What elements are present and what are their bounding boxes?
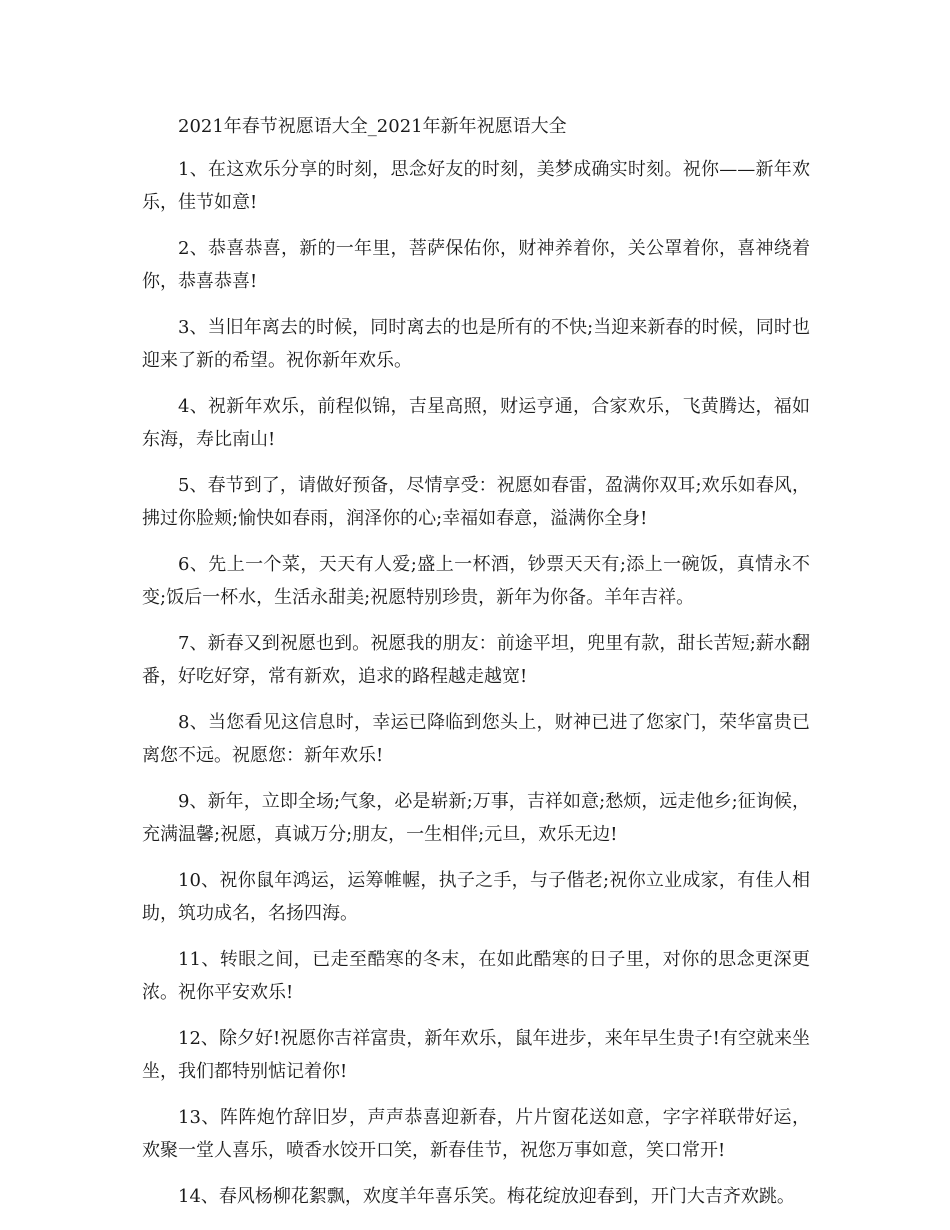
list-item: 7、新春又到祝愿也到。祝愿我的朋友：前途平坦，兜里有款，甜长苦短;薪水翻番，好吃好穿，常有新欢，追求的路程越走越宽!: [142, 633, 810, 687]
list-item: 12、除夕好!祝愿你吉祥富贵，新年欢乐，鼠年进步，来年早生贵子!有空就来坐坐，我们都特别惦记着你!: [142, 1028, 810, 1082]
list-item: 4、祝新年欢乐，前程似锦，吉星高照，财运亨通，合家欢乐，飞黄腾达，福如东海，寿比南山!: [142, 396, 810, 450]
list-item: 5、春节到了，请做好预备，尽情享受：祝愿如春雷，盈满你双耳;欢乐如春风，拂过你脸颊;愉快如春雨，润泽你的心;幸福如春意，溢满你全身!: [142, 475, 810, 529]
list-item: 2、恭喜恭喜，新的一年里，菩萨保佑你，财神养着你，关公罩着你，喜神绕着你，恭喜恭喜!: [142, 238, 810, 292]
list-item: 9、新年，立即全场;气象，必是崭新;万事，吉祥如意;愁烦，远走他乡;征询候，充满温馨;祝愿，真诚万分;朋友，一生相伴;元旦，欢乐无边!: [142, 791, 810, 845]
list-item: 8、当您看见这信息时，幸运已降临到您头上，财神已进了您家门，荣华富贵已离您不远。祝愿您：新年欢乐!: [142, 712, 810, 766]
list-item: 10、祝你鼠年鸿运，运筹帷幄，执子之手，与子偕老;祝你立业成家，有佳人相助，筑功成名，名扬四海。: [142, 870, 810, 924]
document-title: 2021年春节祝愿语大全_2021年新年祝愿语大全: [178, 116, 567, 137]
list-item: 11、转眼之间，已走至酷寒的冬末，在如此酷寒的日子里，对你的思念更深更浓。祝你平安欢乐!: [142, 949, 810, 1003]
list-item: 13、阵阵炮竹辞旧岁，声声恭喜迎新春，片片窗花送如意，字字祥联带好运，欢聚一堂人喜乐，喷香水饺开口笑，新春佳节，祝您万事如意，笑口常开!: [142, 1107, 810, 1161]
list-item: 14、春风杨柳花絮飘，欢度羊年喜乐笑。梅花绽放迎春到，开门大吉齐欢跳。: [178, 1186, 795, 1207]
list-item: 6、先上一个菜，天天有人爱;盛上一杯酒，钞票天天有;添上一碗饭，真情永不变;饭后一杯水，生活永甜美;祝愿特别珍贵，新年为你备。羊年吉祥。: [142, 554, 810, 608]
document-page: [142, 113, 810, 1226]
list-item: 1、在这欢乐分享的时刻，思念好友的时刻，美梦成确实时刻。祝你——新年欢乐，佳节如意!: [142, 159, 810, 213]
list-item: 3、当旧年离去的时候，同时离去的也是所有的不快;当迎来新春的时候，同时也迎来了新的希望。祝你新年欢乐。: [142, 317, 810, 371]
